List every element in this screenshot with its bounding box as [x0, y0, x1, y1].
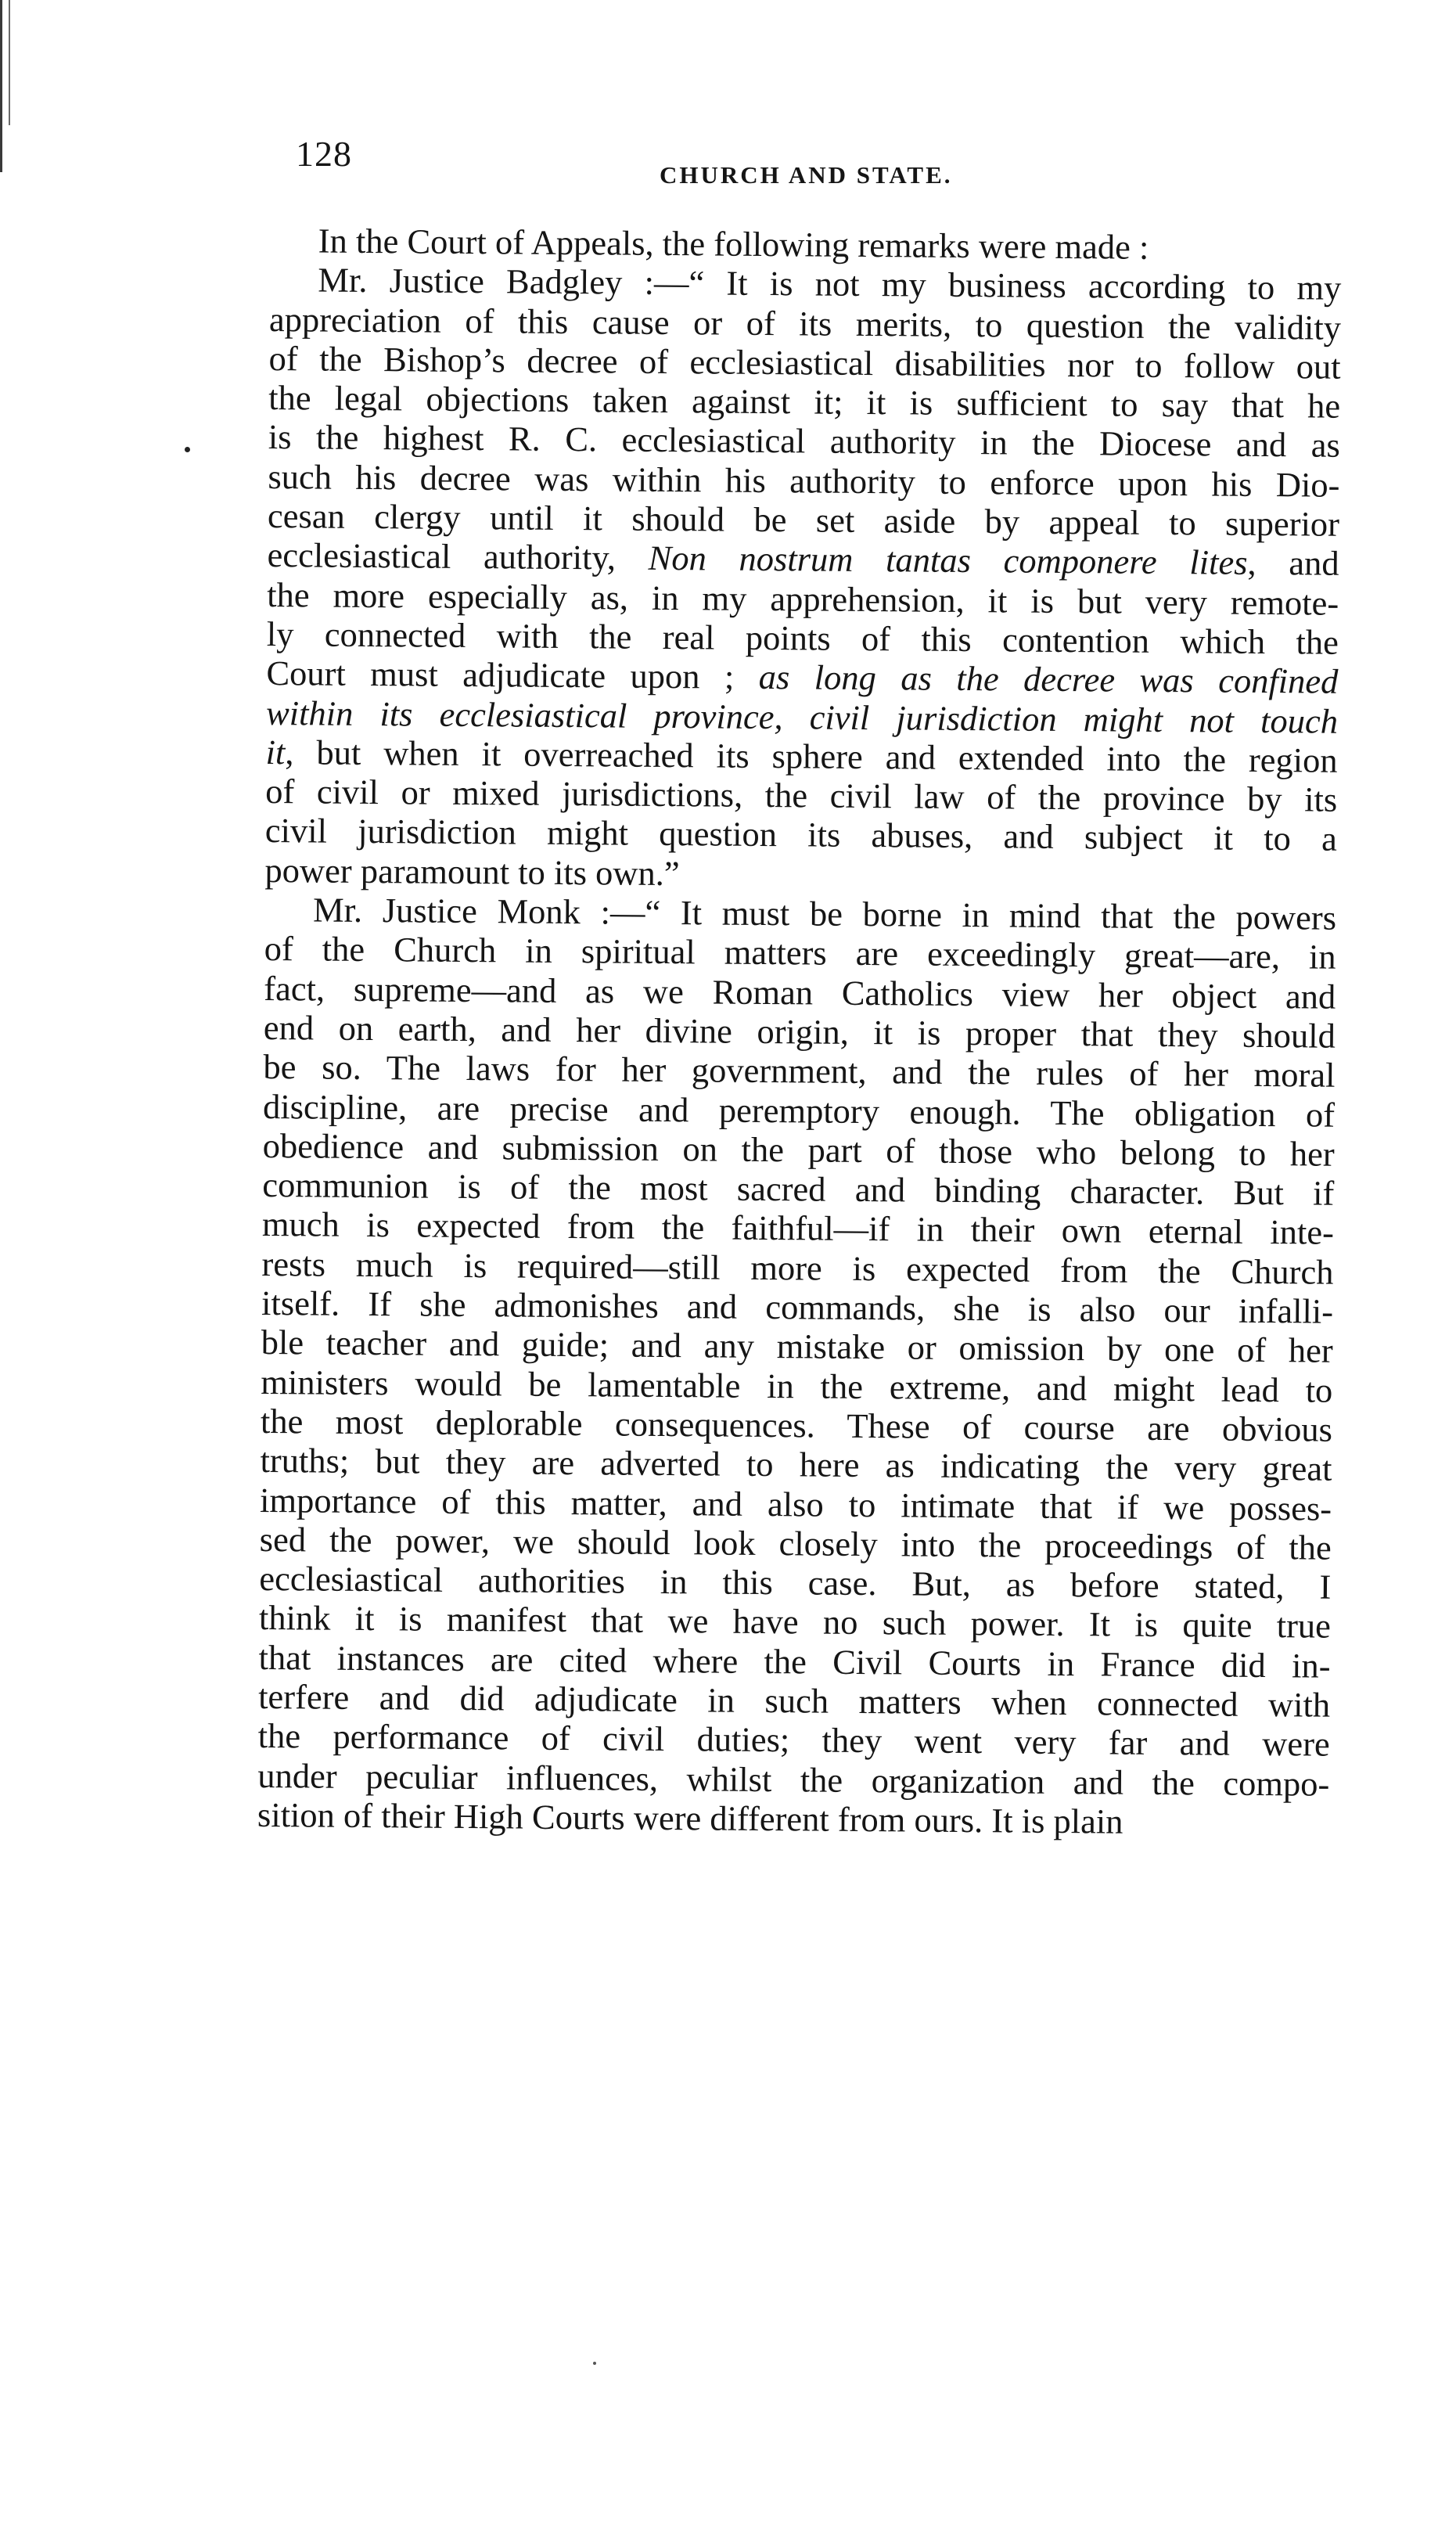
text-run: think it is manifest that we have no such power. It is quite true — [258, 1598, 1332, 1646]
text-run: such his decree was within his authority to enforce upon his Dio- — [268, 456, 1340, 505]
text-run: ble teacher and guide; and any mistake or omission by one of her — [261, 1322, 1333, 1371]
text-run: truths; but they are adverted to here as indicating the very great — [260, 1441, 1332, 1488]
text-run: Mr. Justice Monk :—“ It must be borne in mind that the powers — [312, 890, 1337, 937]
text-run: civil jurisdiction might question its abuses, and subject it to a — [264, 811, 1338, 859]
text-run: obedience and submission on the part of those who belong to her — [262, 1125, 1335, 1174]
text-line — [257, 1795, 1329, 1843]
text-run: ministers would be lamentable in the extreme, and might lead to — [261, 1362, 1333, 1410]
text-run: be so. The laws for her government, and the rules of her moral — [263, 1047, 1336, 1095]
margin-ink-mark — [185, 447, 190, 452]
text-run: the legal objections taken against it; it is sufficient to say that he — [268, 378, 1341, 426]
italic-text-run: it — [265, 732, 286, 772]
text-run: of the Bishop’s decree of ecclesiastical disabilities nor to follow out — [268, 338, 1341, 387]
text-run: of civil or mixed jurisdictions, the civil law of the province by its — [265, 772, 1338, 819]
italic-text-run: within its ecclesiastical province, civil jurisdiction might not touch — [265, 693, 1339, 741]
text-run: fact, supreme—and as we Roman Catholics view her object and — [264, 968, 1336, 1017]
body-text — [257, 221, 1342, 1843]
text-run: discipline, are precise and peremptory enough. The obligation of — [262, 1086, 1336, 1135]
page-binding-edge — [0, 0, 20, 172]
text-run: ecclesiastical authorities in this case. But, as before stated, I — [259, 1559, 1332, 1607]
italic-text-run: Non nostrum tantas componere lites — [648, 538, 1248, 583]
text-run: ly connected with the real points of this contention which the — [266, 614, 1339, 662]
text-run: the performance of civil duties; they went very far and were — [257, 1716, 1330, 1764]
page-header — [296, 133, 1344, 196]
text-run: power paramount to its own.” — [264, 850, 680, 893]
text-run: under peculiar influences, whilst the organization and the compo- — [257, 1755, 1330, 1804]
paragraph-monk — [257, 890, 1336, 1843]
text-run: Court must adjudicate upon ; — [266, 653, 759, 697]
text-run: , but when it overreached its sphere and extended into the region — [285, 732, 1338, 780]
running-head: CHURCH AND STATE. — [660, 161, 953, 189]
text-run: end on earth, and her divine origin, it is proper that they should — [263, 1007, 1336, 1056]
text-run: communion is of the most sacred and binding character. But if — [262, 1165, 1335, 1213]
text-run: sed the power, we should look closely into the proceedings of the — [259, 1519, 1332, 1567]
text-run: sition of their High Courts were different from ours. It is plain — [257, 1794, 1123, 1841]
text-run: itself. If she admonishes and commands, she is also our infalli- — [261, 1283, 1334, 1331]
bottom-ink-speck — [593, 2362, 596, 2365]
text-run: terfere and did adjudicate in such matters when connected with — [257, 1676, 1331, 1725]
text-run: cesan clergy until it should be set aside by appeal to superior — [267, 496, 1340, 544]
text-run: much is expected from the faithful—if in their own eternal inte- — [261, 1204, 1335, 1253]
paragraph-badgley — [264, 260, 1341, 898]
text-run: rests much is required—still more is expected from the Church — [261, 1243, 1334, 1292]
text-run: that instances are cited where the Civil Courts in France did in- — [258, 1637, 1331, 1686]
page-number: 128 — [296, 134, 352, 174]
text-run: of the Church in spiritual matters are exceedingly great—are, in — [264, 929, 1336, 977]
text-run: In the Court of Appeals, the following remarks were made : — [318, 221, 1149, 267]
text-run: appreciation of this cause or of its merits, to question the validity — [268, 299, 1342, 347]
text-run: Mr. Justice Badgley :—“ It is not my business according to my — [318, 260, 1342, 308]
text-run: the more especially as, in my apprehension, it is but very remote- — [267, 574, 1339, 623]
text-run: the most deplorable consequences. These of course are obvious — [260, 1401, 1333, 1449]
text-run: is the highest R. C. ecclesiastical authority in the Diocese and as — [268, 417, 1340, 466]
text-run: ecclesiastical authority, — [267, 535, 649, 578]
text-run: importance of this matter, and also to intimate that if we posses- — [259, 1480, 1332, 1528]
text-run: , and — [1247, 543, 1339, 584]
italic-text-run: as long as the decree was confined — [758, 657, 1339, 702]
